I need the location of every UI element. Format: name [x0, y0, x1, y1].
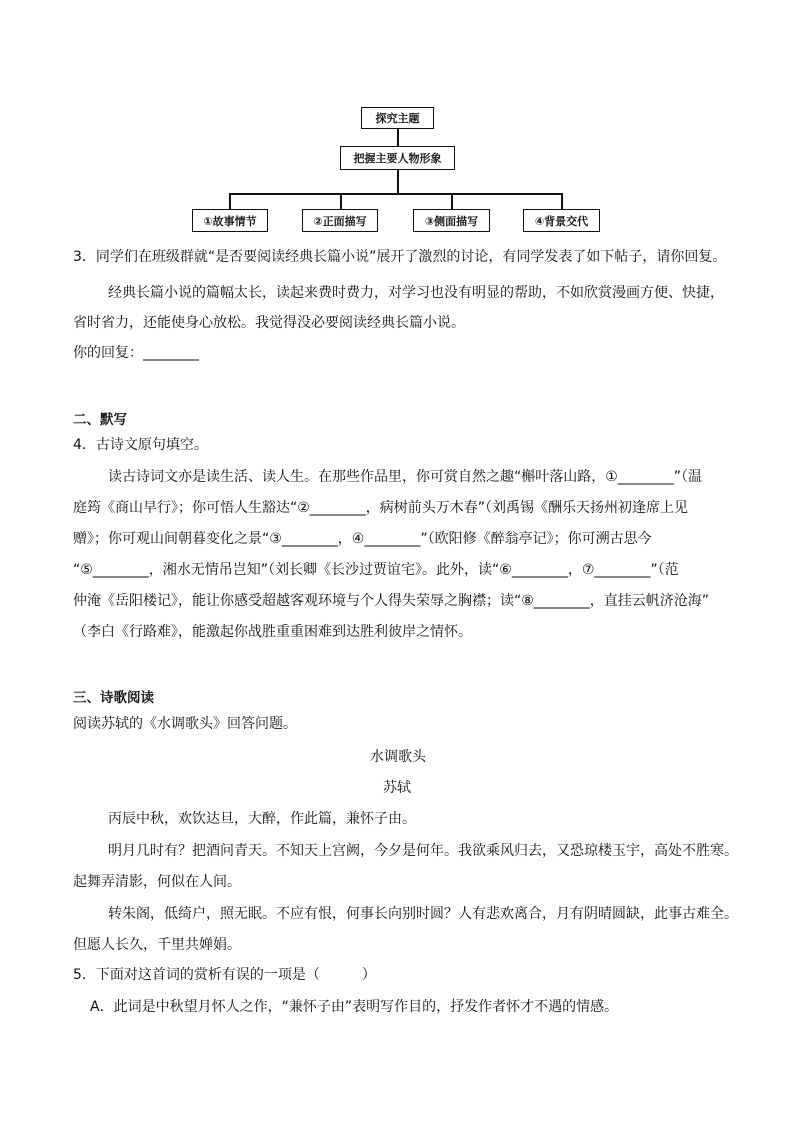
section-heading: 二、默写 [73, 412, 127, 428]
poem-author: 苏轼 [383, 780, 411, 796]
q3-post-line: 经典长篇小说的篇幅太长，读起来费时费力，对学习也没有明显的帮助，不如欣赏漫画方便、快捷， [108, 285, 724, 301]
poem-title: 水调歌头 [370, 749, 426, 765]
section-heading: 三、诗歌阅读 [73, 690, 154, 706]
connector [561, 193, 563, 209]
connector [397, 170, 399, 193]
diagram-root-box: 探究主题 [361, 107, 434, 129]
connector [340, 193, 342, 209]
q5-option-a: A．此词是中秋望月怀人之作，“兼怀子由”表明写作目的，抒发作者怀才不遇的情感。 [90, 999, 619, 1015]
connector [451, 193, 453, 209]
poem-line: 起舞弄清影，何似在人间。 [73, 874, 241, 890]
poem-preface: 丙辰中秋，欢饮达旦，大醉，作此篇，兼怀子由。 [108, 811, 416, 827]
diagram-leaf-box: ④背景交代 [523, 209, 600, 232]
poem-line: 但愿人长久，千里共婵娟。 [73, 937, 241, 953]
poem-line: 转朱阁，低绮户，照无眠。不应有恨，何事长向别时圆？人有悲欢离合，月有阴晴圆缺，此事古难全。 [108, 906, 738, 922]
q4-text-line: （李白《行路难》，能激起你战胜重重困难到达胜利彼岸之情怀。 [73, 624, 472, 640]
connector [229, 193, 562, 195]
diagram-leaf-box: ①故事情节 [192, 209, 268, 232]
q4-text-line: 庭筠《商山早行》；你可悟人生豁达“②________，病树前头万木春”（刘禹锡《酬乐天扬州初逢席上见 [73, 500, 689, 516]
diagram-leaf-box: ②正面描写 [302, 209, 378, 232]
q4-text-line: 仲淹《岳阳楼记》，能让你感受超越客观环境与个人得失荣辱之胸襟；读“⑧________，直挂云帆济沧海” [73, 593, 710, 609]
poem-line: 明月几时有？把酒问青天。不知天上宫阙，今夕是何年。我欲乘风归去，又恐琼楼玉宇，高处不胜寒。 [108, 843, 738, 859]
q4-text-line: 赠》；你可观山间朝暮变化之景“③________，④________”（欧阳修《醉翁亭记》；你可溯古思今 [73, 531, 652, 547]
q3-reply-label: 你的回复：________ [73, 345, 199, 361]
diagram-middle-box: 把握主要人物形象 [340, 146, 455, 170]
diagram-leaf-box: ③侧面描写 [413, 209, 490, 232]
q4-stem: 4．古诗文原句填空。 [73, 437, 208, 453]
q5-stem: 5．下面对这首词的赏析有误的一项是（ ） [73, 967, 376, 983]
q4-text-line: 读古诗词文亦是读生活、读人生。在那些作品里，你可赏自然之趣“槲叶落山路，①________”（温 [108, 469, 703, 485]
q4-text-line: “⑤________，湘水无情吊岂知”（刘长卿《长沙过贾谊宅》。此外，读“⑥________，⑦________”（范 [73, 562, 679, 578]
q3-stem: 3．同学们在班级群就“是否要阅读经典长篇小说”展开了激烈的讨论，有同学发表了如下帖子，请你回复。 [73, 249, 727, 265]
section-intro: 阅读苏轼的《水调歌头》回答问题。 [73, 716, 297, 732]
connector [397, 129, 399, 146]
connector [229, 193, 231, 209]
q3-post-line: 省时省力，还能使身心放松。我觉得没必要阅读经典长篇小说。 [73, 315, 465, 331]
